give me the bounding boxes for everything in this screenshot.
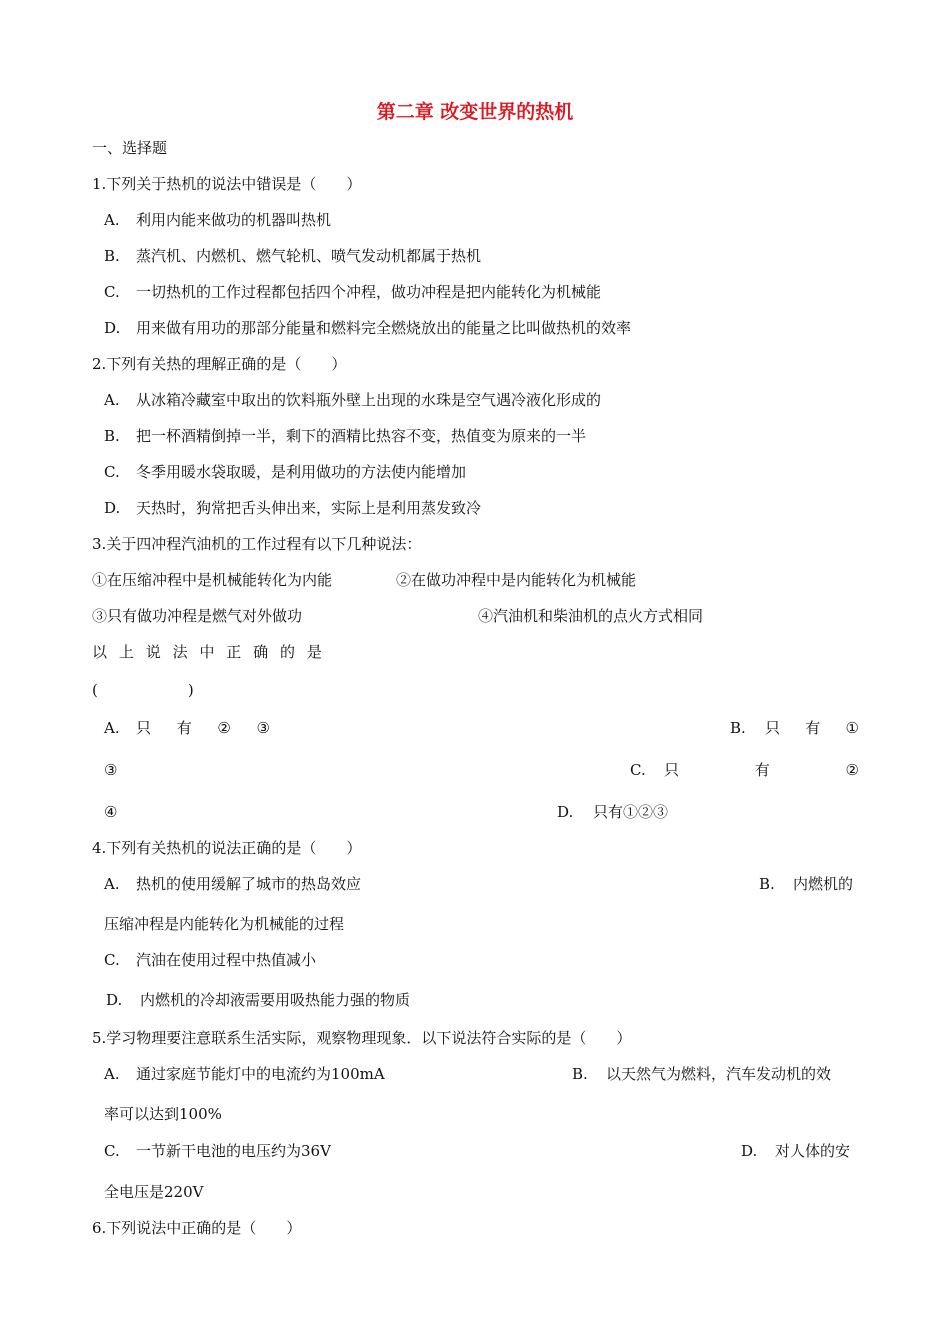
- q5-option-d-text: 对人体的安: [775, 1142, 851, 1160]
- q5-option-a-text: 通过家庭节能灯中的电流约为100mA: [136, 1065, 385, 1083]
- section-heading: 一、选择题: [92, 139, 168, 157]
- q4-option-b-continued: 压缩冲程是内能转化为机械能的过程: [104, 915, 345, 933]
- q1-option-d-text: 用来做有用功的那部分能量和燃料完全燃烧放出的能量之比叫做热机的效率: [136, 319, 632, 337]
- q2-option-b-text: 把一杯酒精倒掉一半，剩下的酒精比热容不变，热值变为原来的一半: [136, 427, 587, 445]
- q3-statement-1: ①在压缩冲程中是机械能转化为内能: [92, 571, 333, 589]
- q3-prompt-char: 正: [226, 643, 242, 661]
- question-6-stem: 6.下列说法中正确的是（ ）: [92, 1219, 302, 1237]
- q2-option-c-text: 冬季用暖水袋取暖，是利用做功的方法使内能增加: [136, 463, 467, 481]
- q1-option-a-label: A.: [104, 211, 120, 229]
- q3-option-c-label: C.: [630, 761, 646, 779]
- q3-b-char: 只: [765, 719, 781, 737]
- q3-prompt-char: 说: [145, 643, 161, 661]
- question-2-stem: 2.下列有关热的理解正确的是（ ）: [92, 355, 347, 373]
- q3-prompt-char: 以: [92, 643, 108, 661]
- q5-option-d-continued: 全电压是220V: [104, 1183, 204, 1201]
- q4-option-a-text: 热机的使用缓解了城市的热岛效应: [136, 875, 362, 893]
- q1-option-c-text: 一切热机的工作过程都包括四个冲程，做功冲程是把内能转化为机械能: [136, 283, 602, 301]
- q3-a-char: 只: [136, 719, 152, 737]
- q1-option-b-text: 蒸汽机、内燃机、燃气轮机、喷气发动机都属于热机: [136, 247, 482, 265]
- q4-option-a-label: A.: [104, 875, 120, 893]
- q3-option-c-tail: ④: [104, 803, 118, 821]
- q3-option-d-label: D.: [557, 803, 574, 821]
- q3-prompt-char: 的: [280, 643, 296, 661]
- q2-option-a-text: 从冰箱冷藏室中取出的饮料瓶外壁上出现的水珠是空气遇冷液化形成的: [136, 391, 602, 409]
- q4-option-d-label: D.: [106, 991, 123, 1009]
- question-5-stem: 5.学习物理要注意联系生活实际，观察物理现象．以下说法符合实际的是（ ）: [92, 1029, 632, 1047]
- q3-b-char: 有: [805, 719, 821, 737]
- q5-option-b-continued: 率可以达到100%: [104, 1105, 222, 1123]
- q4-option-b-label: B.: [759, 875, 775, 893]
- q3-prompt-char: 上: [118, 643, 134, 661]
- q3-option-b-tail: ③: [104, 761, 118, 779]
- q3-prompt-char: 是: [306, 643, 322, 661]
- q3-option-d-text: 只有①②③: [593, 803, 669, 821]
- q3-prompt-char: 法: [172, 643, 188, 661]
- question-4-stem: 4.下列有关热机的说法正确的是（ ）: [92, 839, 362, 857]
- q3-statement-4: ④汽油机和柴油机的点火方式相同: [478, 607, 704, 625]
- q3-option-a-text: [136, 718, 270, 738]
- q1-option-a-text: 利用内能来做功的机器叫热机: [136, 211, 332, 229]
- q4-option-d-text: 内燃机的冷却液需要用吸热能力强的物质: [140, 991, 411, 1009]
- q5-option-b-text: 以天然气为燃料，汽车发动机的效: [606, 1065, 832, 1083]
- q3-prompt: [92, 642, 322, 662]
- q3-prompt-char: 确: [253, 643, 269, 661]
- q1-option-b-label: B.: [104, 247, 120, 265]
- q1-option-c-label: C.: [104, 283, 120, 301]
- q5-option-d-label: D.: [741, 1142, 758, 1160]
- question-1-stem: 1.下列关于热机的说法中错误是（ ）: [92, 175, 362, 193]
- q5-option-b-label: B.: [572, 1065, 588, 1083]
- q3-statement-2: ②在做功冲程中是内能转化为机械能: [396, 571, 637, 589]
- q5-option-c-text: 一节新干电池的电压约为36V: [136, 1142, 331, 1160]
- q5-option-a-label: A.: [104, 1065, 120, 1083]
- q3-c-char: 只: [664, 761, 680, 779]
- q3-option-b-text: [765, 718, 859, 738]
- q4-option-c-label: C.: [104, 951, 120, 969]
- q3-prompt-char: 中: [199, 643, 215, 661]
- page-title: 第二章 改变世界的热机: [376, 101, 574, 123]
- q2-option-d-label: D.: [104, 499, 121, 517]
- q3-a-char: ③: [256, 719, 270, 737]
- q4-option-c-text: 汽油在使用过程中热值减小: [136, 951, 317, 969]
- q3-option-b-label: B.: [730, 719, 746, 737]
- q3-b-char: ①: [845, 719, 859, 737]
- q2-option-d-text: 天热时，狗常把舌头伸出来，实际上是利用蒸发致冷: [136, 499, 482, 517]
- q2-option-a-label: A.: [104, 391, 120, 409]
- q3-a-char: 有: [176, 719, 192, 737]
- question-3-stem: 3.关于四冲程汽油机的工作过程有以下几种说法：: [92, 535, 422, 553]
- q2-option-c-label: C.: [104, 463, 120, 481]
- q1-option-d-label: D.: [104, 319, 121, 337]
- q3-option-c-text: [664, 760, 859, 780]
- q3-c-char: 有: [754, 761, 770, 779]
- q3-answer-paren: ( ): [92, 681, 194, 699]
- q3-a-char: ②: [217, 719, 231, 737]
- q3-option-a-label: A.: [104, 719, 120, 737]
- q5-option-c-label: C.: [104, 1142, 120, 1160]
- q3-statement-3: ③只有做功冲程是燃气对外做功: [92, 607, 303, 625]
- q2-option-b-label: B.: [104, 427, 120, 445]
- q4-option-b-text: 内燃机的: [793, 875, 854, 893]
- q3-c-char: ②: [845, 761, 859, 779]
